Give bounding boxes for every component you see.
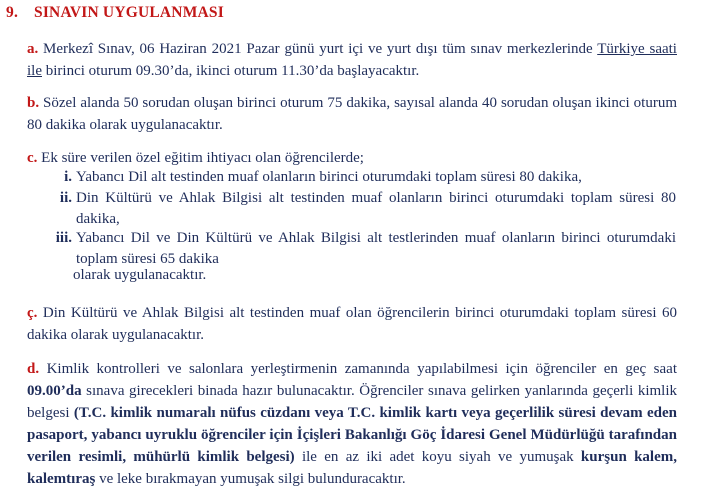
paragraph-a-text-2: birinci oturum 09.30’da, ikinci oturum 11.30’da başlayacaktır.	[42, 63, 420, 79]
paragraph-b-text: Sözel alanda 50 sorudan oluşan birinci oturum 75 dakika, sayısal alanda 40 sorudan oluşan ikinci oturum 80 dakika olarak uygulanacaktır.	[27, 95, 677, 133]
roman-iii: iii.	[55, 230, 72, 246]
section-number: 9.	[6, 4, 19, 21]
section-heading	[6, 4, 224, 22]
paragraph-d-bold-id: (T.C. kimlik numaralı nüfus cüzdanı veya T.C. kimlik kartı veya geçerlilik süresi devam eden pasaport, yabancı uyruklu öğrenciler için İçişleri Bakanlığı Göç İdaresi Genel Müdürlüğü tarafından verilen resimli, mühürlü kimlik belgesi)	[27, 405, 677, 465]
list-item-i-text: Yabancı Dil alt testinden muaf olanların birinci oturumdaki toplam süresi 80 dakika,	[76, 169, 582, 185]
paragraph-c-tail: olarak uygulanacaktır.	[73, 267, 207, 283]
paragraph-b	[27, 92, 677, 136]
paragraph-d-text-2: sınava girecekleri binada hazır bulunacaktır. Öğrenciler sınava gelirken yanlarında geçerli kimlik belgesi	[27, 383, 677, 421]
paragraph-d	[27, 358, 677, 490]
paragraph-cc	[27, 302, 677, 346]
paragraph-c-intro	[27, 147, 677, 169]
paragraph-c-intro-text: Ek süre verilen özel eğitim ihtiyacı olan öğrencilerde;	[37, 150, 364, 166]
list-item-ii-text: Din Kültürü ve Ahlak Bilgisi alt testinden muaf olanların birinci oturumdaki toplam süresi 80 dakika,	[76, 190, 676, 227]
paragraph-d-bold-time: 09.00’da	[27, 383, 82, 399]
section-title: SINAVIN UYGULANMASI	[34, 4, 224, 21]
label-b: b.	[27, 95, 40, 111]
paragraph-d-text-4: ve leke bırakmayan yumuşak silgi bulunduracaktır.	[95, 471, 406, 487]
paragraph-cc-text: Din Kültürü ve Ahlak Bilgisi alt testinden muaf olan öğrencilerin birinci oturumdaki toplam süresi 60 dakika olarak uygulanacaktır.	[27, 305, 677, 343]
paragraph-d-text-3: ile en az iki adet koyu siyah ve yumuşak	[294, 449, 581, 465]
paragraph-a	[27, 38, 677, 82]
list-item-i	[64, 167, 676, 188]
list-item-ii	[59, 188, 676, 230]
label-d: d.	[27, 361, 40, 377]
paragraph-a-text-1: Merkezî Sınav, 06 Haziran 2021 Pazar günü yurt içi ve yurt dışı tüm sınav merkezlerinde	[38, 41, 598, 57]
paragraph-a-underlined: Türkiye saati ile	[27, 41, 677, 79]
paragraph-d-text-1: Kimlik kontrolleri ve salonlara yerleştirmenin zamanında yapılabilmesi için öğrenciler en geç saat	[39, 361, 677, 377]
roman-ii: ii.	[59, 190, 72, 206]
roman-i: i.	[64, 169, 72, 185]
label-cc: ç.	[27, 305, 38, 321]
label-c: c.	[27, 150, 38, 166]
label-a: a.	[27, 41, 39, 57]
list-item-iii-text: Yabancı Dil ve Din Kültürü ve Ahlak Bilgisi alt testlerinden muaf olanların birinci oturumdaki toplam süresi 65 dakika	[76, 230, 676, 267]
paragraph-d-bold-pencil: kurşun kalem, kalemtıraş	[27, 449, 677, 487]
